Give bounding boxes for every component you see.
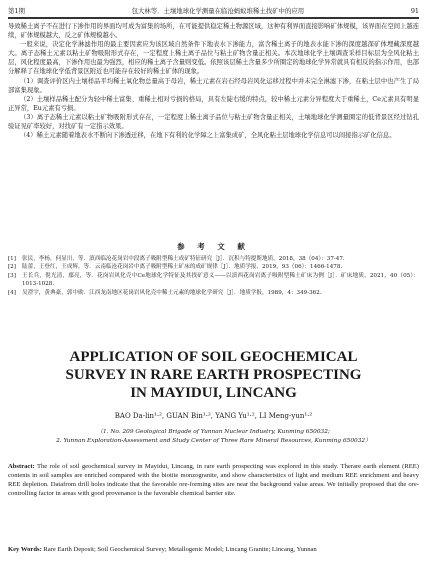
body-paragraph: 导致稀土离子不在进行下渗作用的界面均可成为富集的场所，在可能提供稳定稀土物源区域，这种有利界面直接影响矿体规模，该界面在空间上越连续，矿体规模越大，反之矿体规模越小。	[8, 23, 419, 40]
reference-text: 陆蕾，王登红，王成辉，等．云南临沧花岗岩中离子吸附型稀土矿床的成矿规律［J］．地质学报，2019，93（06）：1466-1478.	[22, 264, 343, 271]
english-affiliations	[0, 428, 427, 446]
conclusion-item: （2）土壤样品稀土配分为轻中稀土富集、重稀土相对亏损的格局，具有左陡右缓的特点，较中稀土元素分异程度大于重稀土，Ce元素具有明显正异常，Eu元素有亏损。	[8, 95, 419, 112]
page-header	[8, 4, 419, 17]
conclusion-item: （4）稀土元素随着地表水不断向下渗透迁移，在地下有利的化学障之上富集成矿，全风化粘土层地球化学信息可以间接指示矿化信息。	[20, 132, 396, 140]
references-heading: 参 考 文 献	[177, 242, 250, 251]
reference-item	[8, 263, 419, 271]
reference-text: 张民，李杨，何显川，等．滇西临沧花岗岩中段离子吸附型稀土成矿特征研究［J］．沉积与特提斯地质，2018，38（04）：37-47.	[22, 256, 345, 262]
conclusion-item: （1）调查评价区内土壤样品平均稀土氧化物总量高于母岩，稀土元素在岩石经母岩风化运移过程中并未完全淋滤下渗，在粘土层中也产生了局部富集现象。	[8, 77, 419, 94]
affiliation-line: 2. Yunnan Exploration-Assessment and Study Center of Three Rare Mineral Resources, Kunming 650032）	[56, 438, 371, 444]
reference-text: 吴澄宇，黄典豪，郭中勋．江西龙南地区花岗岩风化壳中稀土元素的地球化学研究［J］．地质学报，1989，4：349-362.	[22, 289, 322, 296]
english-title-line: IN MAYIDUI, LINCANG	[130, 385, 297, 401]
issue-number: 第1期	[8, 7, 25, 15]
reference-number: [3]	[8, 272, 16, 279]
affiliation-line: （1. No. 209 Geological Brigade of Yunnan Nuclear Industry, Kunming 650032;	[97, 429, 330, 435]
abstract-text: The role of soil geochemical survey in Mayidui, Lincang, in rare earth prospecting was explored in this study. Therare earth element (REE) contents in soil samples are enriched compared with the biotite monzogranite, and show characteristics of light and medium REE enrichment and heavy REE depletion. Datafrom drill holes indicate that the favorable ore-forming sites are near the background value areas. We initially proposed that the ore-controlling factor in areas with good provenance is the favorable chemical barrier site.	[8, 463, 419, 498]
page-number: 91	[410, 6, 419, 15]
reference-number: [1]	[8, 256, 16, 262]
reference-item	[8, 289, 419, 297]
reference-number: [2]	[8, 264, 16, 271]
reference-item	[8, 255, 419, 263]
header-rule-secondary	[8, 18, 419, 19]
conclusion-item: （3）离子态稀土元素以粘土矿物吸附形式存在，一定程度上稀土离子品位与粘土矿物含量正相关，土壤地球化学测量圈定的低背景区经过钻孔验证见矿率较好，对找矿有一定指示效果。	[8, 113, 419, 131]
body-paragraph: 一般来说，决定化学淋滤作用的最主要因素应为该区域自然条件下地表水下渗能力，富含稀土离子的地表水能下渗的深度越深矿体埋藏深度越大。离子态稀土元素以粘土矿物吸附形式存在，一定程度上稀土离子品位与粘土矿物含量正相关。本次地球化学土壤调查采样目标层为全风化粘土层，风化程度最高，下渗作用也最为强烈，相应的稀土离子含量则变低。依照该层稀土含量多少所圈定的地球化学异常就具有相反的指示作用，也部分解释了在地球化学低背景区附近也可能存在较好的稀土矿体的现象。	[8, 41, 419, 76]
keywords-text: Rare Earth Deposit; Soil Geochemical Survey; Metallogenic Model; Lincang Granite; Lincang, Yunnan	[41, 546, 317, 553]
references-list	[8, 255, 419, 297]
reference-item	[8, 272, 419, 289]
english-title	[20, 348, 407, 402]
english-authors: BAO Da-lin¹·², GUAN Bin¹·², YANG Yu¹·², LI Meng-yun¹·²	[114, 412, 313, 420]
abstract-label: Abstract:	[8, 463, 35, 470]
running-title: 包大林等．土壤地球化学测量在临沧蚂蚁堆稀土找矿中的应用	[131, 7, 305, 15]
reference-text: 王长兵，倪光清，鄢亮，等．花岗岩风化壳中Ce地球化学特征及其找矿意义——以滇西花岗岩离子吸附型稀土矿床为例［J］．矿床地质，2021，40（05）：1013-1028.	[22, 272, 419, 288]
body-text	[8, 22, 419, 140]
reference-number: [4]	[8, 289, 16, 296]
english-title-line: APPLICATION OF SOIL GEOCHEMICAL	[69, 349, 358, 365]
english-title-line: SURVEY IN RARE EARTH PROSPECTING	[65, 367, 362, 383]
english-abstract	[8, 462, 419, 498]
keywords-label: Key Words:	[8, 546, 42, 553]
english-keywords	[8, 545, 419, 554]
